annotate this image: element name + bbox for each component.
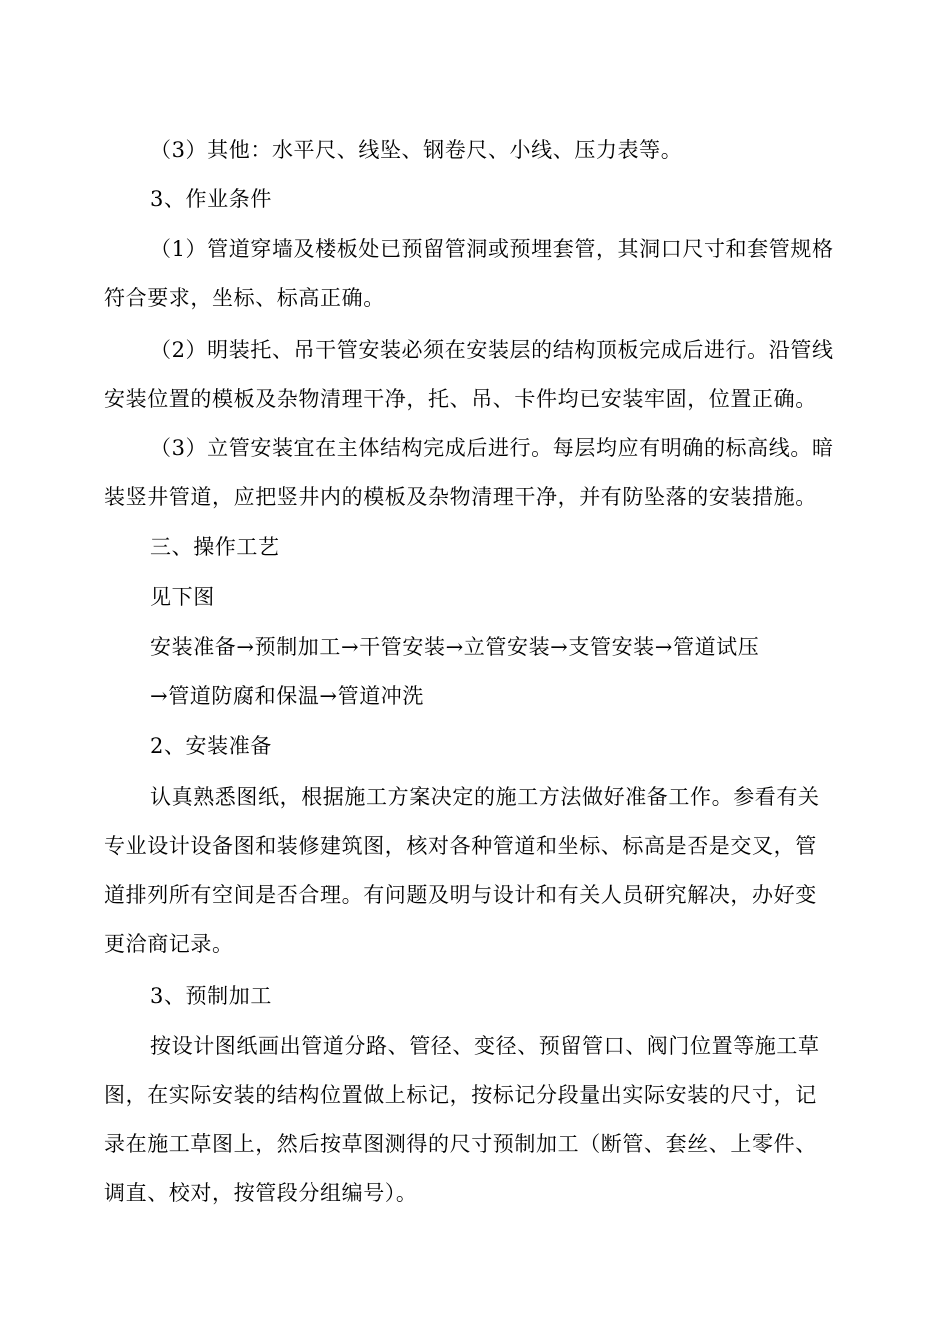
text-line: →管道防腐和保温→管道冲洗 xyxy=(150,684,424,708)
text-line: （1）管道穿墙及楼板处已预留管洞或预埋套管，其洞口尺寸和套管规格 xyxy=(150,237,834,261)
text-line: 认真熟悉图纸，根据施工方案决定的施工方法做好准备工作。参看有关 xyxy=(150,785,820,809)
text-line: 按设计图纸画出管道分路、管径、变径、预留管口、阀门位置等施工草 xyxy=(150,1034,820,1058)
paragraph-installation-prep xyxy=(104,773,862,969)
paragraph-tools-other xyxy=(104,126,862,175)
paragraph-condition-1 xyxy=(104,225,862,323)
text-line: （3）立管安装宜在主体结构完成后进行。每层均应有明确的标高线。暗 xyxy=(150,436,834,460)
heading-operation-process xyxy=(104,523,862,572)
text-line: 更洽商记录。 xyxy=(104,932,234,956)
paragraph-see-below xyxy=(104,573,862,622)
text-line: 三、操作工艺 xyxy=(150,535,280,559)
text-line: 3、预制加工 xyxy=(150,984,272,1008)
process-flow-line-1 xyxy=(104,623,862,672)
heading-prefabrication xyxy=(104,972,862,1021)
text-line: 安装准备→预制加工→干管安装→立管安装→支管安装→管道试压 xyxy=(150,635,760,659)
heading-installation-prep xyxy=(104,722,862,771)
text-line: 专业设计设备图和装修建筑图，核对各种管道和坐标、标高是否是交叉，管 xyxy=(104,834,817,858)
text-line: 符合要求，坐标、标高正确。 xyxy=(104,286,385,310)
text-line: 2、安装准备 xyxy=(150,734,272,758)
text-line: 图，在实际安装的结构位置做上标记，按标记分段量出实际安装的尺寸，记 xyxy=(104,1083,817,1107)
text-line: 调直、校对，按管段分组编号）。 xyxy=(104,1181,418,1205)
paragraph-condition-2 xyxy=(104,326,862,424)
text-line: 装竖井管道，应把竖井内的模板及杂物清理干净，并有防坠落的安装措施。 xyxy=(104,485,817,509)
paragraph-prefabrication xyxy=(104,1022,862,1218)
process-flow-line-2 xyxy=(104,672,862,721)
text-line: （3）其他：水平尺、线坠、钢卷尺、小线、压力表等。 xyxy=(150,138,683,162)
paragraph-condition-3 xyxy=(104,424,862,522)
text-line: （2）明装托、吊干管安装必须在安装层的结构顶板完成后进行。沿管线 xyxy=(150,338,834,362)
text-line: 安装位置的模板及杂物清理干净，托、吊、卡件均已安装牢固，位置正确。 xyxy=(104,387,817,411)
text-line: 见下图 xyxy=(150,585,215,609)
text-line: 3、作业条件 xyxy=(150,187,272,211)
text-line: 道排列所有空间是否合理。有问题及明与设计和有关人员研究解决，办好变 xyxy=(104,883,817,907)
heading-work-conditions xyxy=(104,175,862,224)
text-line: 录在施工草图上，然后按草图测得的尺寸预制加工（断管、套丝、上零件、 xyxy=(104,1132,817,1156)
